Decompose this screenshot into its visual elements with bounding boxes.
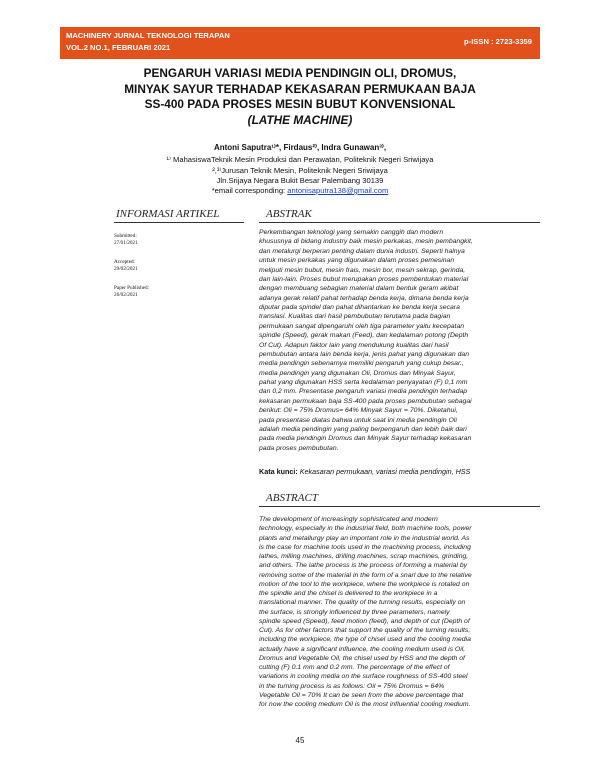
abstract-line: is the case for machine tools used in the machining process, including (259, 543, 471, 551)
abstrak-line: meliputi mesin bubut, mesin frais, mesin bor, mesin sekrap, gerinda, (259, 266, 466, 274)
abstrak-line: media pendingin yang digunakan Oli, Dromus dan Minyak Sayur, (259, 369, 456, 377)
title-line: PENGARUH VARIASI MEDIA PENDINGIN OLI, DROMUS, (143, 66, 457, 80)
title-line: MINYAK SAYUR TERHADAP KEKASARAN PERMUKAAN BAJA (124, 81, 476, 96)
abstract-body (259, 515, 540, 709)
submitted-date: 27/01/2021 (114, 240, 138, 246)
abstrak-line: dan 0,2 mm. Presentase pengaruh variasi media pendingin terhadap (259, 388, 468, 396)
title-line: SS-400 PADA PROSES MESIN BUBUT KONVENSIONAL (144, 97, 456, 111)
article-info-heading: INFORMASI ARTIKEL (116, 208, 220, 220)
abstract-line: actually have a significant influence, the cooling medium used is Oil, (259, 645, 466, 653)
published-label: Paper Published: (114, 285, 150, 291)
abstrak-line: dengan membuang sebagian material dalam bentuk geram akibat (259, 285, 459, 293)
keywords-label: Kata kunci: (259, 467, 298, 476)
abstrak-line: kekasaran permukaan baja SS-400 pada proses pembubutan sebagai (259, 397, 472, 405)
email-link[interactable]: antonisaputra138@gmail.com (287, 186, 389, 195)
abstrak-line: adalah media pendingin yang paling berpengaruh dan lebih baik dari (259, 425, 467, 433)
submitted-block (114, 233, 224, 247)
abstrak-body (259, 228, 540, 453)
abstrak-line: translasi. Kualitas dari hasil pembubutan terutama pada bagian (259, 313, 451, 321)
abstrak-heading: ABSTRAK (266, 208, 312, 220)
journal-info (66, 30, 230, 54)
abstrak-line: pembubutan antara lain benda kerja, jenis pahat yang digunakan dan (259, 350, 470, 358)
submitted-label: Submitted: (114, 233, 137, 239)
journal-header-bar (60, 27, 540, 59)
affiliation-address: Jln.Srijaya Negara Bukit Besar Palembang 30139 (216, 176, 384, 185)
abstrak-line: Of Cut). Adapun faktor lain yang mendukung kualitas dari hasil (259, 341, 449, 349)
abstract-line: the surface, is strongly influenced by three parameters, namely (259, 608, 450, 616)
corresponding-email-line (60, 186, 540, 195)
abstract-line: lathes, milling machines, drilling machines, scrap machines, grinding, (259, 553, 469, 560)
abstract-line: in the turning process is as follows: Oil = 75% Dromus = 64% (259, 682, 445, 690)
accepted-date: 29/02/2021 (114, 266, 138, 272)
abstract-line: The development of increasingly sophisticated and modern (259, 516, 438, 523)
abstract-line: variations in cooling media on the surface roughness of SS-400 steel (259, 673, 468, 681)
abstract-line: technology, especially in the industrial field, both machine tools, power (259, 525, 472, 533)
published-date: 26/02/2021 (114, 292, 138, 298)
abstract-line: Cut). As for other factors that support the quality of the turning results, (259, 627, 471, 634)
page-number: 45 (295, 736, 305, 745)
abstract-line: the spindle and the chisel is delivered to the workpiece in a (259, 590, 438, 597)
abstrak-rule (259, 222, 540, 223)
accepted-block (114, 259, 224, 273)
abstract-line: including the workpiece, the type of chisel used and the cooling media (259, 636, 471, 644)
abstract-line: plants and metallurgy play an important role in the industrial world. As (259, 534, 470, 542)
abstrak-line: adanya gerak relatif pahat terhadap benda kerja, dimana benda kerja (259, 294, 469, 302)
abstrak-line: berikut: Oli = 75% Dromus= 64% Minyak Sayur = 70%. Diketahui, (259, 407, 458, 415)
abstract-heading: ABSTRACT (266, 492, 318, 504)
abstract-line: removing some of the material in the form of a snarl due to the relative (259, 571, 472, 579)
keywords-value: Kekasaran permukaan, variasi media pendingin, HSS (299, 467, 471, 476)
affiliation-1: ¹⁾ MahasiswaTeknik Mesin Produksi dan Perawatan, Politeknik Negeri Sriwijaya (166, 155, 434, 164)
abstrak-line: pahat yang digunakan HSS serta kedalaman penyayatan (F) 0,1 mm (259, 379, 468, 386)
published-block (114, 285, 224, 299)
abstract-rule (259, 506, 540, 507)
abstract-line: motion of the tool to the workpiece, where the workpiece is rotated on (259, 580, 470, 588)
abstrak-line: pada media pendingin Dromus dan Minyak Sayur terhadap kekasaran (259, 435, 472, 443)
abstract-line: Vegetable Oil = 70% It can be seen from the above percentage that (259, 691, 464, 699)
article-dates (114, 233, 224, 311)
author-list: Antoni Saputra¹⁾*, Firdaus²⁾, Indra Gunawan³⁾, (213, 143, 387, 152)
abstract-line: for now the cooling medium Oil is the most influential cooling medium. (259, 701, 471, 708)
abstrak-line: pada proses pembubutan. (259, 444, 339, 452)
abstrak-line: permukaan sangat dipengaruhi oleh tiga parameter yaitu kecepatan (259, 322, 465, 330)
abstrak-line: dan lain-lain. Proses bubut merupakan proses pembentukan material (259, 275, 469, 283)
abstract-line: spindle speed (Speed), feed motion (feed), and depth of cut (Depth of (259, 617, 470, 625)
paper-title (60, 66, 540, 128)
abstract-line: translational manner. The quality of the turning results, especially on (259, 599, 466, 607)
abstrak-line: media pendingin sebenarnya memiliki pengaruh yang cukup besar., (259, 360, 464, 368)
abstrak-line: pada presentase diatas bahwa untuk saat ini media pendingin Oli (259, 416, 457, 424)
abstrak-line: khususnya di bidang industry baik mesin perkakas, mesin pembangkit, (259, 238, 473, 246)
abstrak-line: Perkembangan teknologi yang semakin canggih dan modern (259, 229, 444, 236)
accepted-label: Accepted: (114, 259, 136, 265)
abstrak-line: dan metalurgi berperan penting dalam dunia industri. Seperti halnya (259, 247, 465, 255)
keywords (259, 467, 540, 476)
abstract-line: and others. The lathe process is the process of forming a material by (259, 562, 468, 570)
title-subtitle: (LATHE MACHINE) (247, 112, 353, 127)
abstrak-line: diputar pada spindel dan pahat dihantarkan ke benda kerja secara (259, 304, 460, 311)
article-info-rule (114, 222, 244, 223)
abstrak-line: untuk mesin perkakas yang digunakan dalam proses pemesinan (259, 257, 455, 265)
abstract-line: cutting (F) 0.1 mm and 0.2 mm. The percentage of the effect of (259, 664, 450, 671)
abstract-line: Dromus and Vegetable Oil, the chisel used by HSS and the depth of (259, 654, 465, 662)
journal-volume: VOL.2 NO.1, FEBRUARI 2021 (66, 43, 171, 52)
email-label: *email corresponding: (211, 186, 288, 195)
affiliation-2: ²,³⁾Jurusan Teknik Mesin, Politeknik Negeri Sriwijaya (212, 166, 388, 175)
journal-name: MACHINERY JURNAL TEKNOLOGI TERAPAN (66, 31, 230, 40)
abstrak-line: spindle (Speed), gerak makan (Feed), dan kedalaman potong (Depth (259, 332, 469, 340)
journal-issn: p-ISSN : 2723-3359 (464, 37, 532, 46)
